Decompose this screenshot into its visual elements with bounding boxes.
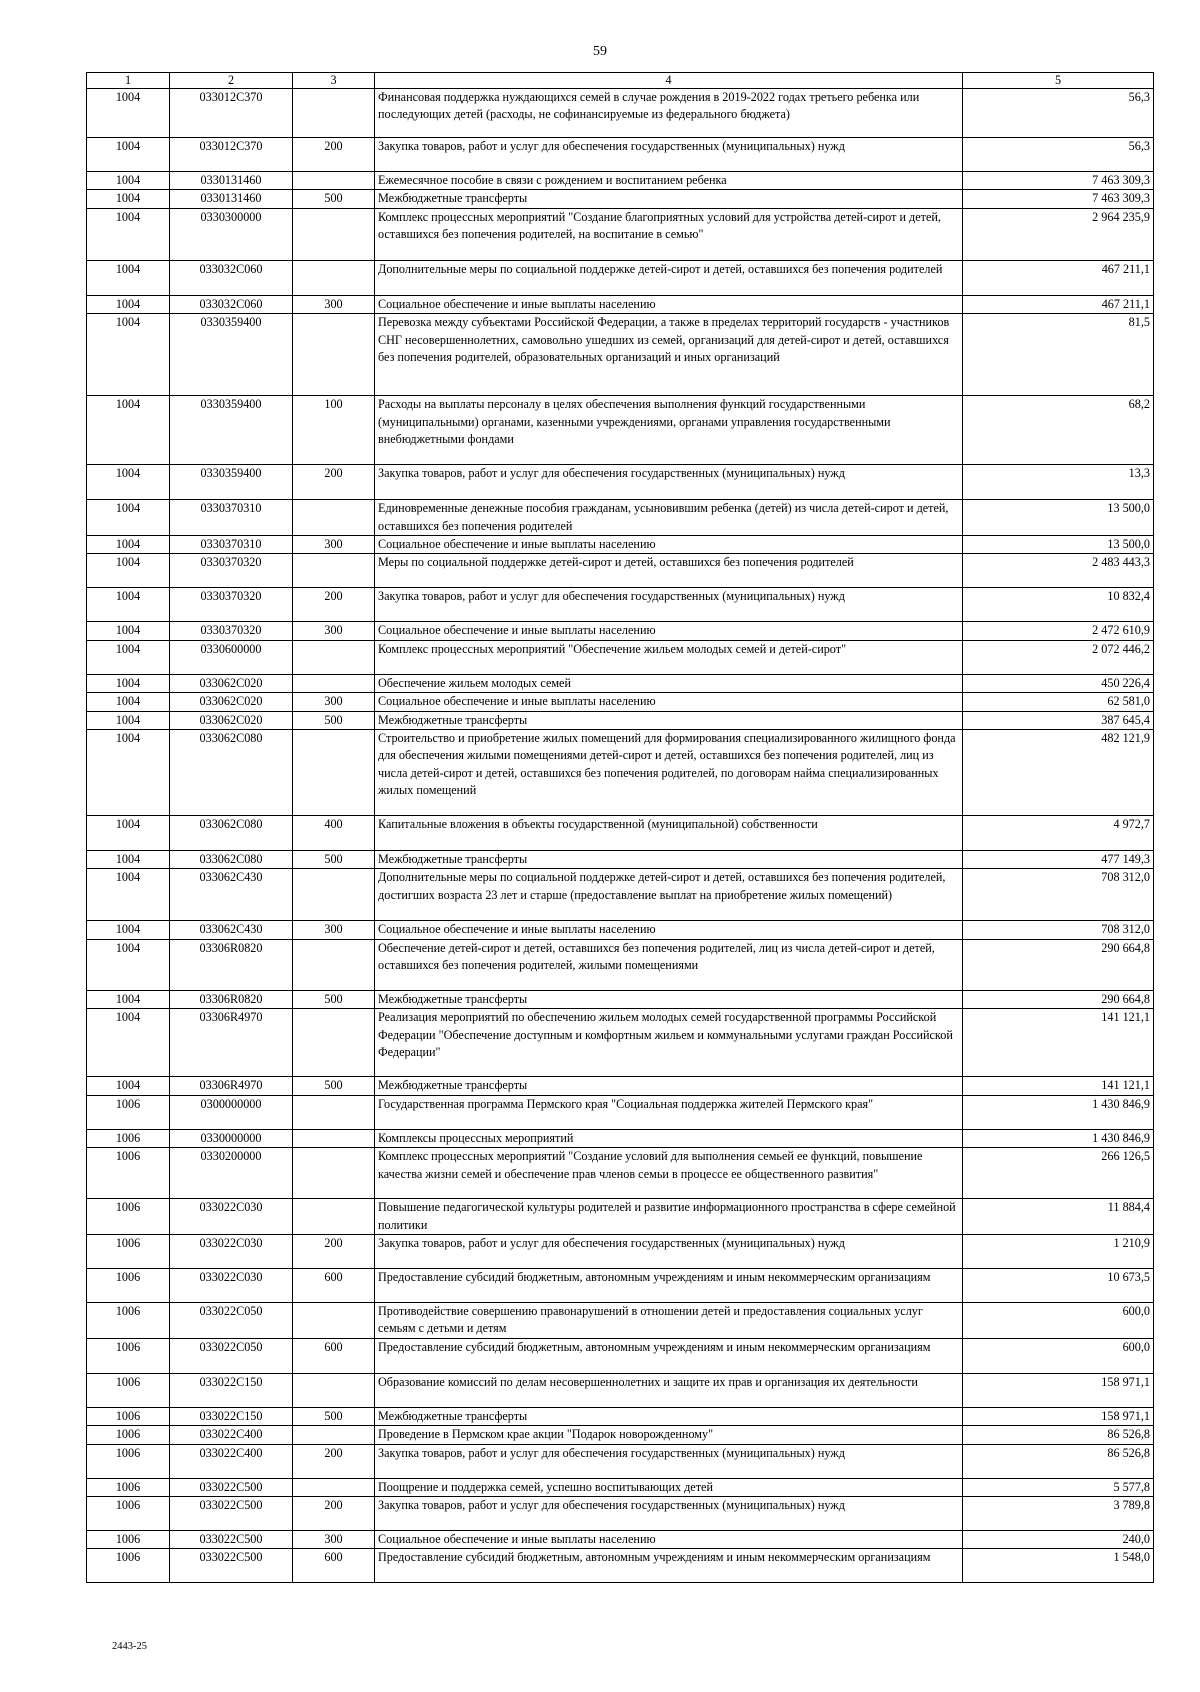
table-row	[87, 851, 1154, 869]
table-row	[87, 622, 1154, 640]
amount-cell: 266 126,5	[963, 1148, 1154, 1199]
expense-type-cell	[293, 640, 375, 674]
table-row	[87, 536, 1154, 554]
amount-cell: 600,0	[963, 1338, 1154, 1373]
expense-type-cell: 200	[293, 1234, 375, 1268]
item-name-cell: Финансовая поддержка нуждающихся семей в случае рождения в 2019-2022 годах третьего ребенка или последующих детей (расходы, не софинансируемые из федерального бюджета)	[375, 89, 963, 138]
expense-type-cell: 600	[293, 1549, 375, 1583]
section-cell: 1006	[87, 1407, 170, 1425]
amount-cell: 2 964 235,9	[963, 208, 1154, 260]
amount-cell: 290 664,8	[963, 990, 1154, 1008]
amount-cell: 4 972,7	[963, 816, 1154, 851]
target-code-cell: 0330131460	[170, 172, 293, 190]
table-row	[87, 816, 1154, 851]
target-code-cell: 0330131460	[170, 190, 293, 208]
section-cell: 1004	[87, 536, 170, 554]
target-code-cell: 0330300000	[170, 208, 293, 260]
section-cell: 1004	[87, 314, 170, 396]
expense-type-cell: 500	[293, 1077, 375, 1095]
target-code-cell: 0330359400	[170, 465, 293, 500]
table-row	[87, 674, 1154, 692]
item-name-cell: Межбюджетные трансферты	[375, 711, 963, 729]
expense-type-cell	[293, 89, 375, 138]
target-code-cell: 0330359400	[170, 314, 293, 396]
section-cell: 1004	[87, 190, 170, 208]
expense-type-cell: 400	[293, 816, 375, 851]
table-row	[87, 588, 1154, 622]
target-code-cell: 0330000000	[170, 1129, 293, 1147]
section-cell: 1006	[87, 1095, 170, 1129]
table-row	[87, 1199, 1154, 1235]
item-name-cell: Межбюджетные трансферты	[375, 851, 963, 869]
expense-type-cell	[293, 1129, 375, 1147]
item-name-cell: Перевозка между субъектами Российской Федерации, а также в пределах территорий государств - участников СНГ несовершеннолетних, самовольно ушедших из семей, организаций для детей-сирот и детей, оставшихся без попечения родителей, образовательных организаций и иных организаций	[375, 314, 963, 396]
table-row	[87, 869, 1154, 921]
target-code-cell: 033062C020	[170, 693, 293, 711]
expense-type-cell: 500	[293, 190, 375, 208]
item-name-cell: Закупка товаров, работ и услуг для обеспечения государственных (муниципальных) нужд	[375, 138, 963, 172]
table-row	[87, 730, 1154, 816]
amount-cell: 7 463 309,3	[963, 190, 1154, 208]
amount-cell: 477 149,3	[963, 851, 1154, 869]
item-name-cell: Обеспечение детей-сирот и детей, оставшихся без попечения родителей, лиц из числа детей-сирот и детей, оставшихся без попечения родителей, жилыми помещениями	[375, 939, 963, 990]
expense-type-cell: 600	[293, 1268, 375, 1302]
target-code-cell: 033022C400	[170, 1426, 293, 1444]
amount-cell: 1 430 846,9	[963, 1095, 1154, 1129]
table-row	[87, 1407, 1154, 1425]
amount-cell: 2 472 610,9	[963, 622, 1154, 640]
table-row	[87, 1234, 1154, 1268]
section-cell: 1004	[87, 89, 170, 138]
amount-cell: 2 483 443,3	[963, 554, 1154, 588]
target-code-cell: 033022C030	[170, 1268, 293, 1302]
expense-type-cell	[293, 1009, 375, 1077]
table-row	[87, 89, 1154, 138]
amount-cell: 141 121,1	[963, 1009, 1154, 1077]
item-name-cell: Закупка товаров, работ и услуг для обеспечения государственных (муниципальных) нужд	[375, 1496, 963, 1530]
amount-cell: 56,3	[963, 89, 1154, 138]
table-header-row	[87, 73, 1154, 89]
section-cell: 1004	[87, 622, 170, 640]
table-row	[87, 1129, 1154, 1147]
expense-type-cell	[293, 314, 375, 396]
column-header: 5	[963, 73, 1154, 89]
table-row	[87, 1373, 1154, 1407]
expense-type-cell: 200	[293, 138, 375, 172]
table-row	[87, 396, 1154, 465]
column-header: 2	[170, 73, 293, 89]
expense-type-cell	[293, 554, 375, 588]
amount-cell: 3 789,8	[963, 1496, 1154, 1530]
expense-type-cell: 500	[293, 1407, 375, 1425]
column-header: 3	[293, 73, 375, 89]
section-cell: 1006	[87, 1234, 170, 1268]
section-cell: 1006	[87, 1148, 170, 1199]
item-name-cell: Предоставление субсидий бюджетным, автономным учреждениям и иным некоммерческим организациям	[375, 1338, 963, 1373]
item-name-cell: Межбюджетные трансферты	[375, 1077, 963, 1095]
column-header: 1	[87, 73, 170, 89]
item-name-cell: Дополнительные меры по социальной поддержке детей-сирот и детей, оставшихся без попечения родителей, достигших возраста 23 лет и старше (предоставление выплат на приобретение жилых помещений)	[375, 869, 963, 921]
item-name-cell: Межбюджетные трансферты	[375, 190, 963, 208]
target-code-cell: 033012C370	[170, 89, 293, 138]
target-code-cell: 033022C030	[170, 1199, 293, 1235]
amount-cell: 1 548,0	[963, 1549, 1154, 1583]
expense-type-cell	[293, 1095, 375, 1129]
table-row	[87, 314, 1154, 396]
expense-type-cell	[293, 172, 375, 190]
table-row	[87, 1549, 1154, 1583]
target-code-cell: 0330370310	[170, 536, 293, 554]
table-row	[87, 1077, 1154, 1095]
table-row	[87, 190, 1154, 208]
item-name-cell: Комплекс процессных мероприятий "Создание условий для выполнения семьей ее функций, повышение качества жизни семей и обеспечение прав членов семьи в процессе ее общественного развития"	[375, 1148, 963, 1199]
item-name-cell: Дополнительные меры по социальной поддержке детей-сирот и детей, оставшихся без попечения родителей	[375, 260, 963, 295]
target-code-cell: 033062C430	[170, 869, 293, 921]
expense-type-cell	[293, 1148, 375, 1199]
item-name-cell: Ежемесячное пособие в связи с рождением и воспитанием ребенка	[375, 172, 963, 190]
amount-cell: 11 884,4	[963, 1199, 1154, 1235]
item-name-cell: Строительство и приобретение жилых помещений для формирования специализированного жилищного фонда для обеспечения жилыми помещениями детей-сирот и детей, оставшихся без попечения родителей, лиц из числа детей-сирот и детей, оставшихся без попечения родителей, по договорам найма специализированных жилых помещений	[375, 730, 963, 816]
section-cell: 1006	[87, 1129, 170, 1147]
table-row	[87, 711, 1154, 729]
amount-cell: 141 121,1	[963, 1077, 1154, 1095]
target-code-cell: 033022C030	[170, 1234, 293, 1268]
amount-cell: 467 211,1	[963, 295, 1154, 313]
table-row	[87, 1302, 1154, 1338]
section-cell: 1004	[87, 711, 170, 729]
item-name-cell: Социальное обеспечение и иные выплаты населению	[375, 1530, 963, 1548]
table-row	[87, 465, 1154, 500]
section-cell: 1004	[87, 295, 170, 313]
target-code-cell: 0330370320	[170, 588, 293, 622]
amount-cell: 600,0	[963, 1302, 1154, 1338]
expense-type-cell: 300	[293, 295, 375, 313]
item-name-cell: Комплекс процессных мероприятий "Обеспечение жильем молодых семей и детей-сирот"	[375, 640, 963, 674]
table-row	[87, 1009, 1154, 1077]
item-name-cell: Социальное обеспечение и иные выплаты населению	[375, 622, 963, 640]
table-body	[87, 89, 1154, 1583]
item-name-cell: Закупка товаров, работ и услуг для обеспечения государственных (муниципальных) нужд	[375, 588, 963, 622]
section-cell: 1006	[87, 1268, 170, 1302]
item-name-cell: Меры по социальной поддержке детей-сирот и детей, оставшихся без попечения родителей	[375, 554, 963, 588]
expense-type-cell	[293, 1426, 375, 1444]
amount-cell: 5 577,8	[963, 1478, 1154, 1496]
table-row	[87, 1268, 1154, 1302]
target-code-cell: 033022C050	[170, 1302, 293, 1338]
column-header: 4	[375, 73, 963, 89]
table-row	[87, 554, 1154, 588]
expense-type-cell: 200	[293, 465, 375, 500]
expense-type-cell: 500	[293, 851, 375, 869]
expense-type-cell: 200	[293, 1444, 375, 1478]
table-row	[87, 172, 1154, 190]
section-cell: 1004	[87, 693, 170, 711]
section-cell: 1004	[87, 396, 170, 465]
amount-cell: 13 500,0	[963, 536, 1154, 554]
amount-cell: 13,3	[963, 465, 1154, 500]
item-name-cell: Реализация мероприятий по обеспечению жильем молодых семей государственной программы Российской Федерации "Обеспечение доступным и комфортным жильем и коммунальными услугами граждан Российской Федерации"	[375, 1009, 963, 1077]
table-row	[87, 1496, 1154, 1530]
table-row	[87, 1426, 1154, 1444]
section-cell: 1004	[87, 172, 170, 190]
table-row	[87, 1478, 1154, 1496]
target-code-cell: 033022C500	[170, 1496, 293, 1530]
item-name-cell: Единовременные денежные пособия гражданам, усыновившим ребенка (детей) из числа детей-сирот и детей, оставшихся без попечения родителей	[375, 500, 963, 536]
expense-type-cell: 300	[293, 1530, 375, 1548]
target-code-cell: 0330370310	[170, 500, 293, 536]
amount-cell: 387 645,4	[963, 711, 1154, 729]
amount-cell: 158 971,1	[963, 1407, 1154, 1425]
table-row	[87, 1148, 1154, 1199]
target-code-cell: 0330370320	[170, 622, 293, 640]
section-cell: 1004	[87, 554, 170, 588]
expense-type-cell: 100	[293, 396, 375, 465]
table-row	[87, 138, 1154, 172]
section-cell: 1006	[87, 1199, 170, 1235]
item-name-cell: Поощрение и поддержка семей, успешно воспитывающих детей	[375, 1478, 963, 1496]
target-code-cell: 033062C430	[170, 921, 293, 939]
section-cell: 1004	[87, 260, 170, 295]
amount-cell: 467 211,1	[963, 260, 1154, 295]
amount-cell: 290 664,8	[963, 939, 1154, 990]
item-name-cell: Межбюджетные трансферты	[375, 990, 963, 1008]
amount-cell: 482 121,9	[963, 730, 1154, 816]
expense-type-cell: 200	[293, 588, 375, 622]
item-name-cell: Образование комиссий по делам несовершеннолетних и защите их прав и организация их деятельности	[375, 1373, 963, 1407]
page-number: 59	[593, 44, 607, 59]
section-cell: 1004	[87, 1077, 170, 1095]
amount-cell: 450 226,4	[963, 674, 1154, 692]
expense-type-cell: 300	[293, 693, 375, 711]
item-name-cell: Комплекс процессных мероприятий "Создание благоприятных условий для устройства детей-сирот и детей, оставшихся без попечения родителей, на воспитание в семью"	[375, 208, 963, 260]
section-cell: 1004	[87, 816, 170, 851]
expense-type-cell: 300	[293, 622, 375, 640]
item-name-cell: Предоставление субсидий бюджетным, автономным учреждениям и иным некоммерческим организациям	[375, 1268, 963, 1302]
item-name-cell: Социальное обеспечение и иные выплаты населению	[375, 693, 963, 711]
table-row	[87, 939, 1154, 990]
table-row	[87, 1095, 1154, 1129]
target-code-cell: 0330359400	[170, 396, 293, 465]
section-cell: 1006	[87, 1549, 170, 1583]
target-code-cell: 033022C400	[170, 1444, 293, 1478]
expense-type-cell: 500	[293, 711, 375, 729]
amount-cell: 81,5	[963, 314, 1154, 396]
expense-type-cell	[293, 730, 375, 816]
target-code-cell: 0300000000	[170, 1095, 293, 1129]
table-row	[87, 1444, 1154, 1478]
amount-cell: 240,0	[963, 1530, 1154, 1548]
amount-cell: 10 673,5	[963, 1268, 1154, 1302]
budget-table-container	[86, 72, 1153, 1583]
section-cell: 1004	[87, 465, 170, 500]
footer-code: 2443-25	[112, 1641, 147, 1652]
target-code-cell: 033032C060	[170, 295, 293, 313]
target-code-cell: 0330600000	[170, 640, 293, 674]
item-name-cell: Проведение в Пермском крае акции "Подарок новорожденному"	[375, 1426, 963, 1444]
item-name-cell: Расходы на выплаты персоналу в целях обеспечения выполнения функций государственными (муниципальными) органами, казенными учреждениями, органами управления государственными внебюджетными фондами	[375, 396, 963, 465]
section-cell: 1004	[87, 138, 170, 172]
target-code-cell: 033062C080	[170, 816, 293, 851]
section-cell: 1004	[87, 990, 170, 1008]
table-row	[87, 208, 1154, 260]
target-code-cell: 033022C500	[170, 1478, 293, 1496]
section-cell: 1006	[87, 1478, 170, 1496]
target-code-cell: 0330200000	[170, 1148, 293, 1199]
expense-type-cell	[293, 1302, 375, 1338]
table-row	[87, 295, 1154, 313]
target-code-cell: 033022C150	[170, 1373, 293, 1407]
amount-cell: 13 500,0	[963, 500, 1154, 536]
expense-type-cell: 300	[293, 536, 375, 554]
section-cell: 1004	[87, 640, 170, 674]
section-cell: 1004	[87, 500, 170, 536]
target-code-cell: 033012C370	[170, 138, 293, 172]
item-name-cell: Закупка товаров, работ и услуг для обеспечения государственных (муниципальных) нужд	[375, 1234, 963, 1268]
expense-type-cell	[293, 1478, 375, 1496]
item-name-cell: Повышение педагогической культуры родителей и развитие информационного пространства в сфере семейной политики	[375, 1199, 963, 1235]
expense-type-cell	[293, 869, 375, 921]
expense-type-cell	[293, 260, 375, 295]
section-cell: 1004	[87, 208, 170, 260]
item-name-cell: Государственная программа Пермского края "Социальная поддержка жителей Пермского края"	[375, 1095, 963, 1129]
target-code-cell: 033062C020	[170, 674, 293, 692]
expense-type-cell: 200	[293, 1496, 375, 1530]
item-name-cell: Социальное обеспечение и иные выплаты населению	[375, 921, 963, 939]
target-code-cell: 033062C080	[170, 730, 293, 816]
amount-cell: 86 526,8	[963, 1426, 1154, 1444]
expense-type-cell	[293, 1373, 375, 1407]
item-name-cell: Противодействие совершению правонарушений в отношении детей и предоставления социальных услуг семьям с детьми и детям	[375, 1302, 963, 1338]
item-name-cell: Межбюджетные трансферты	[375, 1407, 963, 1425]
amount-cell: 158 971,1	[963, 1373, 1154, 1407]
table-row	[87, 921, 1154, 939]
section-cell: 1004	[87, 939, 170, 990]
target-code-cell: 033062C080	[170, 851, 293, 869]
expense-type-cell	[293, 208, 375, 260]
expense-type-cell	[293, 500, 375, 536]
budget-table	[86, 72, 1154, 1583]
amount-cell: 10 832,4	[963, 588, 1154, 622]
item-name-cell: Комплексы процессных мероприятий	[375, 1129, 963, 1147]
target-code-cell: 03306R0820	[170, 990, 293, 1008]
item-name-cell: Социальное обеспечение и иные выплаты населению	[375, 536, 963, 554]
target-code-cell: 0330370320	[170, 554, 293, 588]
section-cell: 1006	[87, 1338, 170, 1373]
table-row	[87, 500, 1154, 536]
section-cell: 1004	[87, 588, 170, 622]
amount-cell: 1 210,9	[963, 1234, 1154, 1268]
table-row	[87, 260, 1154, 295]
section-cell: 1004	[87, 851, 170, 869]
expense-type-cell	[293, 674, 375, 692]
section-cell: 1004	[87, 921, 170, 939]
expense-type-cell: 500	[293, 990, 375, 1008]
target-code-cell: 033022C500	[170, 1530, 293, 1548]
target-code-cell: 033032C060	[170, 260, 293, 295]
target-code-cell: 033022C150	[170, 1407, 293, 1425]
target-code-cell: 03306R4970	[170, 1077, 293, 1095]
expense-type-cell: 300	[293, 921, 375, 939]
section-cell: 1004	[87, 869, 170, 921]
item-name-cell: Обеспечение жильем молодых семей	[375, 674, 963, 692]
amount-cell: 2 072 446,2	[963, 640, 1154, 674]
section-cell: 1006	[87, 1530, 170, 1548]
item-name-cell: Социальное обеспечение и иные выплаты населению	[375, 295, 963, 313]
amount-cell: 708 312,0	[963, 869, 1154, 921]
target-code-cell: 03306R4970	[170, 1009, 293, 1077]
section-cell: 1006	[87, 1426, 170, 1444]
table-row	[87, 990, 1154, 1008]
amount-cell: 7 463 309,3	[963, 172, 1154, 190]
amount-cell: 56,3	[963, 138, 1154, 172]
section-cell: 1004	[87, 674, 170, 692]
item-name-cell: Предоставление субсидий бюджетным, автономным учреждениям и иным некоммерческим организациям	[375, 1549, 963, 1583]
table-row	[87, 1338, 1154, 1373]
target-code-cell: 033062C020	[170, 711, 293, 729]
section-cell: 1006	[87, 1496, 170, 1530]
section-cell: 1006	[87, 1373, 170, 1407]
table-row	[87, 693, 1154, 711]
table-row	[87, 1530, 1154, 1548]
amount-cell: 68,2	[963, 396, 1154, 465]
item-name-cell: Капитальные вложения в объекты государственной (муниципальной) собственности	[375, 816, 963, 851]
section-cell: 1006	[87, 1302, 170, 1338]
section-cell: 1004	[87, 730, 170, 816]
section-cell: 1004	[87, 1009, 170, 1077]
target-code-cell: 033022C500	[170, 1549, 293, 1583]
table-row	[87, 640, 1154, 674]
expense-type-cell	[293, 939, 375, 990]
amount-cell: 62 581,0	[963, 693, 1154, 711]
amount-cell: 1 430 846,9	[963, 1129, 1154, 1147]
expense-type-cell	[293, 1199, 375, 1235]
amount-cell: 86 526,8	[963, 1444, 1154, 1478]
target-code-cell: 03306R0820	[170, 939, 293, 990]
target-code-cell: 033022C050	[170, 1338, 293, 1373]
item-name-cell: Закупка товаров, работ и услуг для обеспечения государственных (муниципальных) нужд	[375, 1444, 963, 1478]
item-name-cell: Закупка товаров, работ и услуг для обеспечения государственных (муниципальных) нужд	[375, 465, 963, 500]
section-cell: 1006	[87, 1444, 170, 1478]
expense-type-cell: 600	[293, 1338, 375, 1373]
amount-cell: 708 312,0	[963, 921, 1154, 939]
